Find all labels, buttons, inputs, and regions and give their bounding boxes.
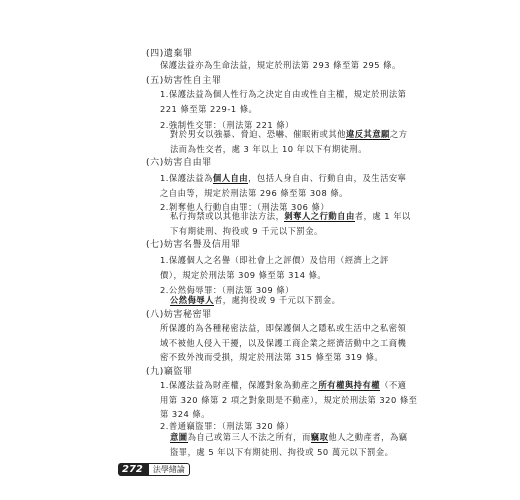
text-segment: 之方 法而為性交者，處 3 年以上 10 年以下有期徒刑。 [170, 129, 408, 154]
section-5-item-2-title: 2.強制性交罪：（刑法第 221 條） [160, 120, 294, 130]
text-segment: 1.保護法益為 [160, 173, 213, 183]
section-7-item-2-title: 2.公然侮辱罪：（刑法第 309 條） [160, 285, 294, 295]
section-heading-7: (七)妨害名譽及信用罪 [146, 240, 241, 250]
section-heading-5: (五)妨害性自主罪 [146, 76, 222, 86]
section-9-item-2-title: 2.普通竊盜罪：（刑法第 320 條） [160, 421, 294, 431]
emphasis-underline: 違反其意願 [345, 129, 390, 139]
emphasis-underline: 所有權與持有權 [318, 380, 381, 390]
text-segment: 者，處拘役或 9 千元以下罰金。 [214, 295, 341, 305]
section-heading-6: (六)妨害自由罪 [146, 158, 212, 168]
text-segment: 他人之動產者，為竊 盜罪，處 5 年以下有期徒刑、拘役或 50 萬元以下罰金。 [170, 432, 408, 457]
emphasis-underline: 公然侮辱人 [170, 295, 214, 305]
section-8-body: 所保護的為各種秘密法益，即保護個人之隱私或生活中之私密領 域不被他人侵入干擾，以及保護工商企業之經濟活動中之工商機 密不致外洩而受損，規定於刑法第 315 條至第 319 條。 [160, 323, 407, 363]
section-5-item-2-body [170, 127, 408, 156]
section-heading-8: (八)妨害秘密罪 [146, 310, 212, 320]
text-segment: ，包括人身自由、行動自由，及生活安寧 之自由等，規定於刑法第 296 條至第 308 條。 [160, 173, 407, 198]
book-title: 法學緒論 [149, 463, 190, 476]
page-footer [118, 462, 190, 476]
section-9-item-2-body [170, 430, 408, 459]
page-number: 272 [118, 463, 149, 476]
text-segment: 者，處 1 年以 下有期徒刑、拘役或 9 千元以下罰金。 [170, 211, 411, 236]
section-body-4: 保護法益亦為生命法益，規定於刑法第 293 條至第 295 條。 [160, 60, 401, 70]
emphasis-underline: 意圖 [170, 432, 188, 442]
text-segment: 對於男女以強暴、脅迫、恐嚇、催眠術或其他 [170, 129, 346, 139]
section-heading-4: (四)遺棄罪 [146, 49, 193, 59]
text-segment: 為自己或第三人不法之所有，而 [187, 432, 311, 442]
text-segment: （不適 用第 320 條第 2 項之對象則是不動產），規定於刑法第 320 條至 第 324 條。 [160, 380, 418, 420]
section-7-item-1: 1.保護個人之名譽（即社會上之評價）及信用（經濟上之評 價），規定於刑法第 309 條至第 314 條。 [160, 255, 389, 280]
emphasis-underline: 個人自由 [212, 173, 249, 183]
section-heading-9: (九)竊盜罪 [146, 367, 193, 377]
section-5-item-1: 1.保護法益為個人性行為之決定自由或性自主權，規定於刑法第 221 條至第 229-1 條。 [160, 89, 407, 114]
text-segment: 1.保護法益為財產權，保護對象為動產之 [160, 380, 319, 390]
section-6-item-1 [160, 171, 406, 200]
emphasis-underline: 剝奪人之行動自由 [284, 211, 355, 221]
section-6-item-2-title: 2.剝奪他人行動自由罪：（刑法第 306 條） [160, 202, 330, 212]
text-segment: 私行拘禁或以其他非法方法， [170, 211, 285, 221]
section-6-item-2-body [170, 209, 411, 238]
section-7-item-2-body [170, 293, 340, 308]
section-9-item-1 [160, 378, 417, 422]
emphasis-underline: 竊取 [310, 432, 329, 442]
